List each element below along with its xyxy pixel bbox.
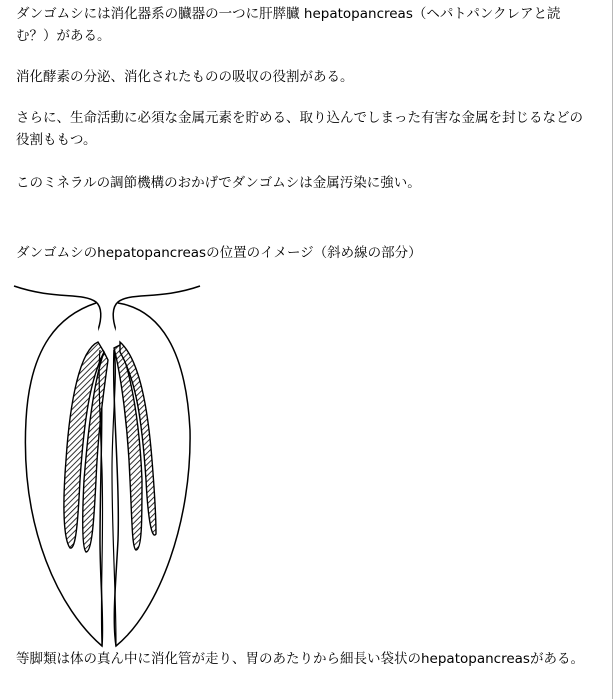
function-paragraph: 消化酵素の分泌、消化されたものの吸収の役割がある。 bbox=[16, 69, 354, 85]
hepatopancreas-illustration bbox=[0, 268, 613, 650]
isopod-anatomy-paragraph: 等脚類は体の真ん中に消化管が走り、胃のあたりから細長い袋状のhepatopancreasがある。 bbox=[16, 651, 584, 667]
intro-paragraph: ダンゴムシには消化器系の臓器の一つに肝膵臓 hepatopancreas（ヘパトパンクレアと読む？）がある。 bbox=[16, 6, 561, 44]
metal-storage-paragraph: さらに、生命活動に必須な金属元素を貯める、取り込んでしまった有害な金属を封じるなどの役割ももつ。 bbox=[16, 110, 583, 148]
mineral-regulation-paragraph: このミネラルの調節機構のおかげでダンゴムシは金属汚染に強い。 bbox=[16, 175, 421, 191]
figure-caption: ダンゴムシのhepatopancreasの位置のイメージ（斜め線の部分） bbox=[16, 245, 422, 261]
hepatopancreas-diagram bbox=[0, 268, 613, 650]
